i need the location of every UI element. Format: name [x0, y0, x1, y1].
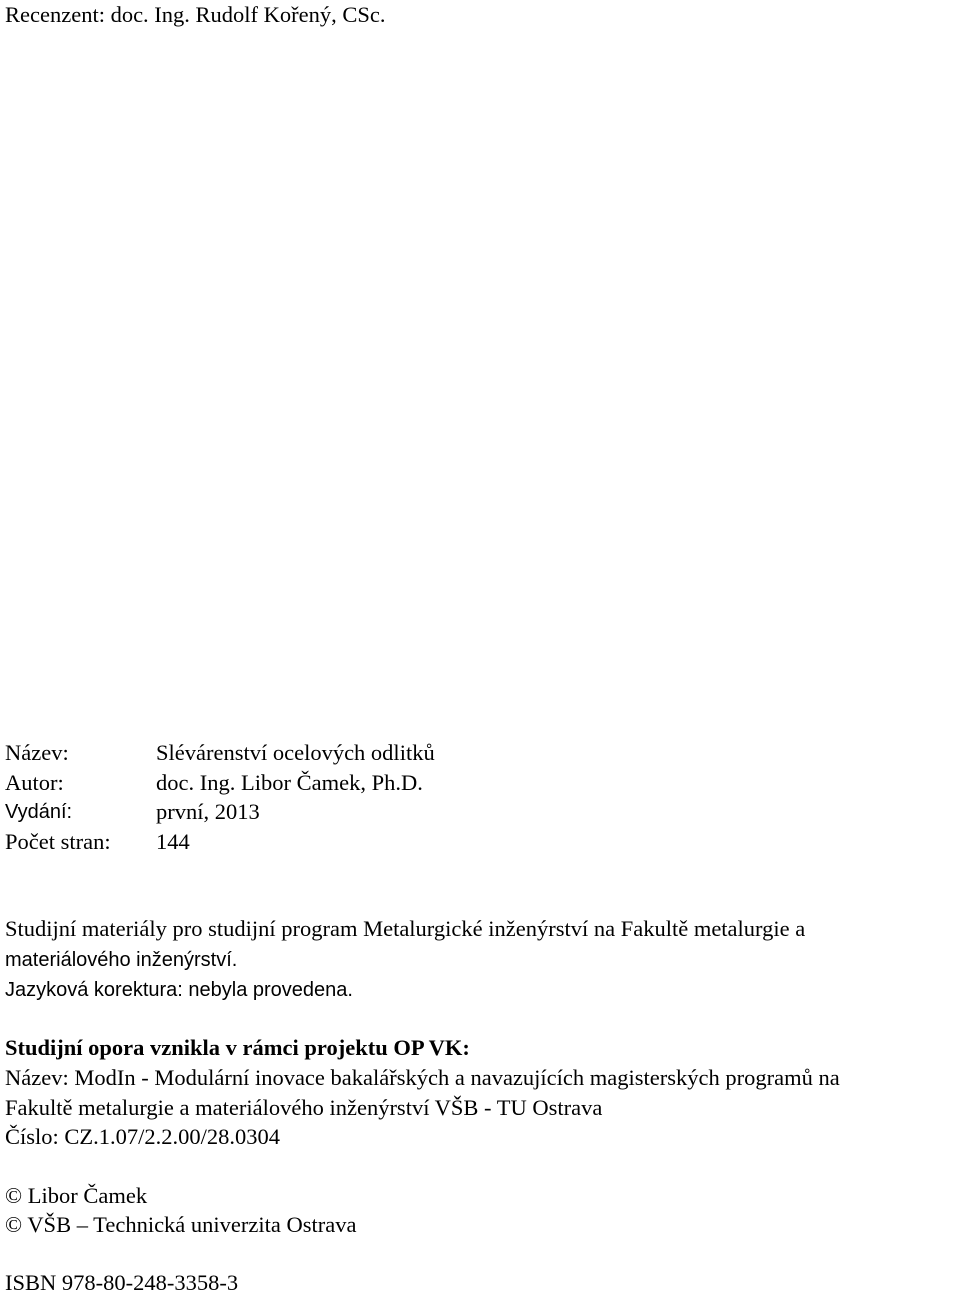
metadata-value: první, 2013 [156, 799, 260, 824]
metadata-value: 144 [156, 829, 190, 854]
isbn: ISBN 978-80-248-3358-3 [5, 1270, 239, 1295]
description-line: Studijní materiály pro studijní program Metalurgické inženýrství na Fakultě metalurgie a [5, 916, 806, 941]
language-correction-note: Jazyková korektura: nebyla provedena. [5, 979, 353, 1001]
copyright-author: © Libor Čamek [5, 1183, 148, 1208]
project-name-line: Název: ModIn - Modulární inovace bakalářských a navazujících magisterských programů na [5, 1065, 840, 1090]
metadata-label: Autor: [5, 770, 64, 795]
description-line: materiálového inženýrství. [5, 949, 238, 971]
copyright-institution: © VŠB – Technická univerzita Ostrava [5, 1212, 357, 1237]
project-name-line: Fakultě metalurgie a materiálového inženýrství VŠB - TU Ostrava [5, 1095, 603, 1120]
metadata-label: Počet stran: [5, 829, 111, 854]
metadata-value: doc. Ing. Libor Čamek, Ph.D. [156, 770, 423, 795]
metadata-value: Slévárenství ocelových odlitků [156, 740, 435, 765]
metadata-label: Název: [5, 740, 69, 765]
reviewer-line: Recenzent: doc. Ing. Rudolf Kořený, CSc. [5, 2, 386, 27]
project-heading: Studijní opora vznikla v rámci projektu OP VK: [5, 1035, 470, 1060]
project-number: Číslo: CZ.1.07/2.2.00/28.0304 [5, 1124, 281, 1149]
metadata-label: Vydání: [5, 801, 73, 823]
